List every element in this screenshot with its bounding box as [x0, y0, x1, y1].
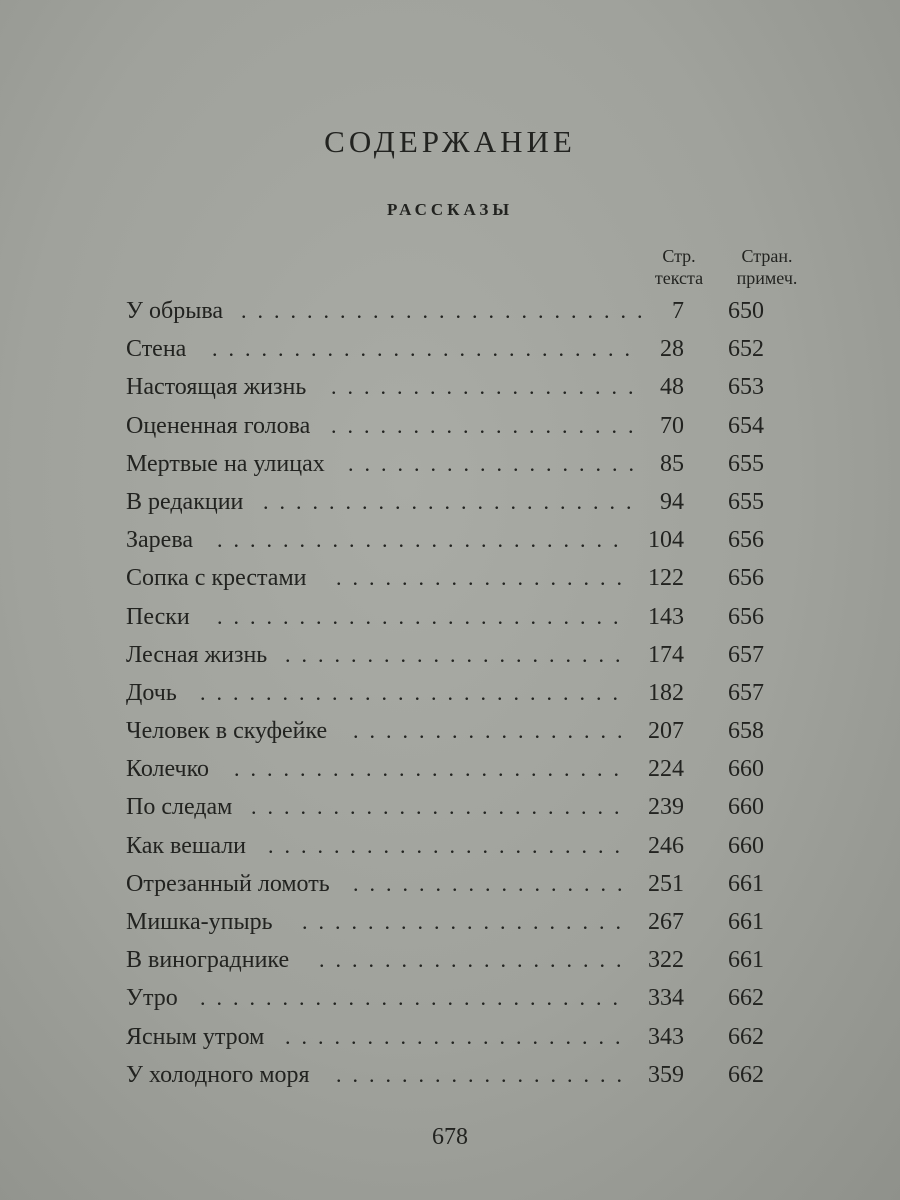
toc-entry-text-page: 182	[648, 679, 684, 706]
toc-entry	[122, 714, 822, 752]
column-header-note-page	[722, 245, 812, 289]
toc-entry-note-page: 662	[728, 1023, 764, 1050]
toc-entry-text-page: 7	[672, 298, 684, 324]
toc-entry-note-page: 655	[728, 450, 764, 477]
toc-entry-title: Утро	[126, 985, 178, 1012]
toc-entry	[122, 1020, 822, 1058]
column-header-note-page-line2: примеч.	[736, 268, 798, 288]
toc-entry	[122, 294, 822, 332]
toc-entry-text-page: 267	[648, 909, 684, 935]
toc-entry-note-page: 658	[728, 718, 764, 745]
toc-entry-title: У холодного моря	[126, 1061, 310, 1088]
toc-entry-text-page: 224	[648, 756, 684, 783]
toc-entry	[122, 752, 822, 790]
toc-entry-note-page: 656	[728, 565, 764, 592]
toc-leader-dots: .................	[353, 718, 634, 744]
toc-entry	[122, 600, 822, 638]
toc-entry-title: Человек в скуфейке	[126, 718, 328, 745]
toc-entry-text-page: 334	[648, 985, 684, 1012]
toc-entry-title: По следам	[126, 794, 233, 821]
toc-entry	[122, 409, 822, 447]
toc-entry-note-page: 655	[728, 488, 764, 515]
toc-entry-note-page: 662	[728, 1061, 764, 1088]
toc-entry	[122, 943, 822, 981]
toc-entry-note-page: 661	[728, 870, 764, 897]
toc-entry-text-page: 251	[648, 870, 684, 897]
toc-leader-dots: ....................	[302, 909, 632, 934]
column-header-text-page-line1: Стр.	[662, 246, 696, 266]
section-heading: РАССКАЗЫ	[386, 200, 514, 219]
toc-leader-dots: .......................	[263, 488, 643, 514]
toc-entry-title: Колечко	[126, 756, 210, 783]
toc-entry-title: Дочь	[126, 679, 177, 706]
toc-leader-dots: .........................	[217, 603, 630, 629]
toc-leader-dots: ..................	[348, 450, 645, 476]
toc-leader-dots: ........................	[234, 756, 630, 782]
toc-entry-title: Сопка с крестами	[126, 565, 307, 592]
toc-entry-title: В редакции	[126, 488, 244, 515]
toc-entry-title: В винограднике	[126, 947, 290, 974]
column-header-note-page-line1: Стран.	[741, 246, 793, 266]
toc-entry-note-page: 660	[728, 832, 764, 859]
toc-entry-text-page: 28	[660, 336, 684, 363]
toc-entry	[122, 676, 822, 714]
toc-entry	[122, 981, 822, 1019]
toc-entry-note-page: 657	[728, 641, 764, 668]
toc-entry-text-page: 94	[660, 488, 684, 515]
toc-leader-dots: ...................	[319, 947, 633, 973]
toc-entry-text-page: 85	[660, 450, 684, 477]
toc-entry-title: Стена	[126, 336, 187, 363]
toc-entry-title: Мертвые на улицах	[126, 450, 325, 477]
toc-entry-title: У обрыва	[126, 298, 223, 324]
toc-leader-dots: ..................	[336, 1061, 633, 1087]
column-header-text-page	[640, 245, 718, 289]
page-number: 678	[432, 1124, 468, 1150]
toc-entry	[122, 638, 822, 676]
toc-entry	[122, 790, 822, 828]
toc-entry-note-page: 661	[728, 909, 764, 935]
toc-entry-text-page: 70	[660, 412, 684, 439]
page-title: СОДЕРЖАНИЕ	[324, 124, 576, 159]
toc-entry-title: Настоящая жизнь	[126, 374, 307, 401]
toc-entry-title: Мишка-упырь	[126, 909, 273, 935]
toc-entry-note-page: 652	[728, 336, 764, 363]
toc-entry-note-page: 657	[728, 679, 764, 706]
toc-entry-note-page: 660	[728, 794, 764, 821]
toc-entry	[122, 370, 822, 408]
toc-entry-note-page: 653	[728, 374, 764, 401]
toc-entry-title: Пески	[126, 603, 190, 630]
toc-entry-note-page: 656	[728, 603, 764, 630]
toc-entry-title: Зарева	[126, 527, 193, 554]
toc-entry	[122, 905, 822, 943]
toc-entry-text-page: 104	[648, 527, 684, 554]
toc-leader-dots: .........................	[241, 298, 654, 323]
table-of-contents	[122, 294, 822, 1096]
toc-entry-text-page: 143	[648, 603, 684, 630]
toc-leader-dots: .....................	[285, 641, 632, 667]
toc-entry-note-page: 650	[728, 298, 764, 324]
toc-leader-dots: .........................	[217, 527, 630, 553]
toc-entry-note-page: 660	[728, 756, 764, 783]
toc-entry	[122, 561, 822, 599]
toc-leader-dots: ..........................	[212, 336, 641, 362]
toc-entry	[122, 867, 822, 905]
toc-entry-note-page: 661	[728, 947, 764, 974]
toc-entry-text-page: 322	[648, 947, 684, 974]
toc-leader-dots: ..........................	[200, 985, 629, 1011]
toc-leader-dots: .....................	[285, 1023, 632, 1049]
toc-entry	[122, 485, 822, 523]
toc-entry-text-page: 239	[648, 794, 684, 821]
toc-entry-text-page: 343	[648, 1023, 684, 1050]
toc-entry-note-page: 662	[728, 985, 764, 1012]
toc-entry-text-page: 122	[648, 565, 684, 592]
toc-leader-dots: ..........................	[200, 679, 629, 705]
toc-entry-text-page: 48	[660, 374, 684, 401]
column-header-text-page-line2: текста	[654, 268, 704, 288]
toc-entry	[122, 523, 822, 561]
toc-leader-dots: .................	[353, 870, 634, 896]
toc-entry	[122, 1058, 822, 1096]
toc-entry-text-page: 246	[648, 832, 684, 859]
toc-entry-title: Лесная жизнь	[126, 641, 268, 668]
toc-leader-dots: .......................	[251, 794, 631, 820]
toc-entry	[122, 332, 822, 370]
toc-entry-text-page: 174	[648, 641, 684, 668]
toc-entry-text-page: 359	[648, 1061, 684, 1088]
toc-entry-note-page: 654	[728, 412, 764, 439]
toc-entry-title: Отрезанный ломоть	[126, 870, 330, 897]
toc-entry	[122, 447, 822, 485]
toc-entry-title: Оцененная голова	[126, 412, 311, 439]
toc-entry	[122, 829, 822, 867]
toc-leader-dots: ...................	[331, 374, 645, 400]
toc-entry-title: Ясным утром	[126, 1023, 265, 1050]
toc-entry-note-page: 656	[728, 527, 764, 554]
toc-leader-dots: ...................	[331, 412, 645, 438]
toc-leader-dots: ......................	[268, 832, 631, 858]
toc-entry-text-page: 207	[648, 718, 684, 745]
toc-entry-title: Как вешали	[126, 832, 247, 859]
toc-leader-dots: ..................	[336, 565, 633, 591]
